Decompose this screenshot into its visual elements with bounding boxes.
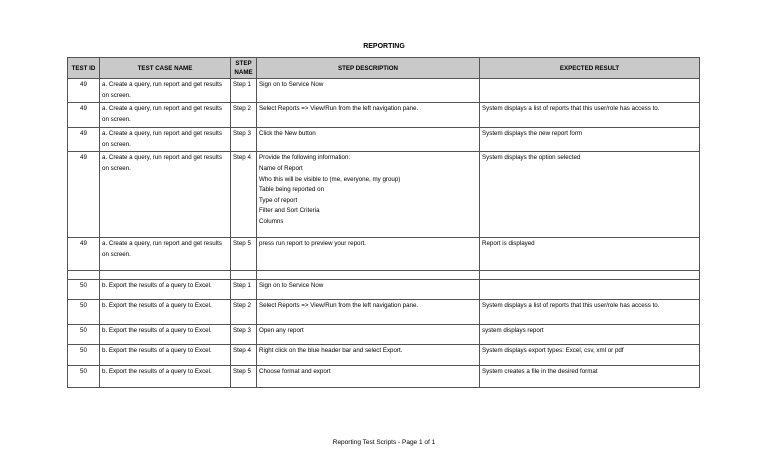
expected-result-cell: [480, 280, 700, 300]
expected-result-cell: [480, 79, 700, 103]
test-case-name-cell: b. Export the results of a query to Excel.: [100, 325, 231, 345]
step-name-cell: Step 1: [231, 79, 257, 103]
page-footer: Reporting Test Scripts - Page 1 of 1: [332, 439, 436, 446]
table-row: [68, 103, 700, 128]
header-test-case-name: TEST CASE NAME: [100, 58, 231, 79]
table-row: [68, 280, 700, 300]
test-case-name-cell: [100, 271, 231, 280]
step-description-line: Name of Report: [259, 164, 303, 172]
step-description-cell: [257, 366, 480, 388]
step-description-line: Table being reported on: [259, 186, 325, 194]
test-id-cell: 49: [68, 238, 100, 271]
step-description-cell: [257, 271, 480, 280]
test-case-name-cell: a. Create a query, run report and get results on screen.: [100, 103, 231, 128]
header-expected-result: EXPECTED RESULT: [480, 58, 700, 79]
expected-result-cell: System displays the new report form: [480, 128, 700, 152]
expected-result-cell: System creates a file in the desired format: [480, 366, 700, 388]
test-case-name-cell: b. Export the results of a query to Excel.: [100, 300, 231, 325]
step-description-line: Right click on the blue header bar and select Export.: [259, 347, 403, 355]
step-description-line: Choose format and export: [259, 368, 331, 376]
step-description-cell: [257, 325, 480, 345]
step-name-cell: Step 5: [231, 238, 257, 271]
table-row: [68, 128, 700, 152]
step-description-cell: [257, 128, 480, 152]
test-id-cell: 50: [68, 345, 100, 366]
step-name-cell: Step 3: [231, 325, 257, 345]
step-description-line: Sign on to Service Now: [259, 81, 324, 88]
test-id-cell: 50: [68, 325, 100, 345]
step-name-cell: Step 4: [231, 345, 257, 366]
header-step-name: STEP NAME: [231, 58, 257, 79]
step-description-line: Select Reports => View/Run from the left navigation pane.: [259, 105, 419, 113]
table-body: [68, 79, 700, 388]
table-row: [68, 366, 700, 388]
step-description-line: Sign on to Service Now: [259, 282, 324, 290]
test-id-cell: 49: [68, 152, 100, 238]
test-id-cell: 50: [68, 280, 100, 300]
test-id-cell: 50: [68, 366, 100, 388]
step-name-cell: Step 4: [231, 152, 257, 238]
step-description-line: press run report to preview your report.: [259, 240, 366, 248]
step-description-line: Open any report: [259, 327, 304, 335]
step-name-cell: Step 2: [231, 103, 257, 128]
step-name-cell: Step 3: [231, 128, 257, 152]
expected-result-cell: System displays a list of reports that this user/role has access to.: [480, 103, 700, 128]
step-name-cell: [231, 271, 257, 280]
test-id-cell: 50: [68, 300, 100, 325]
table-row: [68, 300, 700, 325]
table-row: [68, 325, 700, 345]
table-header-row: [68, 58, 700, 79]
test-case-name-cell: a. Create a query, run report and get results on screen.: [100, 152, 231, 238]
test-id-cell: 49: [68, 128, 100, 152]
test-case-name-cell: a. Create a query, run report and get results on screen.: [100, 128, 231, 152]
step-description-line: Type of report: [259, 196, 298, 204]
step-description-line: Select Reports => View/Run from the left navigation pane.: [259, 302, 419, 310]
step-description-line: Click the New button: [259, 130, 316, 138]
test-id-cell: 49: [68, 103, 100, 128]
test-id-cell: 49: [68, 79, 100, 103]
step-name-cell: Step 2: [231, 300, 257, 325]
table-row: [68, 152, 700, 238]
step-description-cell: [257, 238, 480, 271]
document-title: REPORTING: [363, 43, 405, 50]
test-id-cell: [68, 271, 100, 280]
step-description-cell: [257, 300, 480, 325]
expected-result-cell: System displays a list of reports that this user/role has access to.: [480, 300, 700, 325]
step-description-line: Provide the following information:: [259, 154, 351, 162]
step-name-cell: Step 5: [231, 366, 257, 388]
step-description-line: Filter and Sort Criteria: [259, 207, 320, 215]
test-case-name-cell: a. Create a query, run report and get results on screen.: [100, 79, 231, 103]
table-row: [68, 79, 700, 103]
step-description-cell: [257, 280, 480, 300]
step-description-cell: [257, 103, 480, 128]
test-case-name-cell: b. Export the results of a query to Excel.: [100, 345, 231, 366]
table-row: [68, 271, 700, 280]
step-description-cell: [257, 345, 480, 366]
expected-result-cell: System displays export types: Excel, csv, xml or pdf: [480, 345, 700, 366]
test-case-name-cell: b. Export the results of a query to Excel.: [100, 280, 231, 300]
expected-result-cell: Report is displayed: [480, 238, 700, 271]
test-script-table: [67, 57, 700, 388]
step-description-line: Who this will be visible to (me, everyone, my group): [259, 175, 401, 183]
test-case-name-cell: a. Create a query, run report and get results on screen.: [100, 238, 231, 271]
table-row: [68, 238, 700, 271]
header-test-id: TEST ID: [68, 58, 100, 79]
step-name-cell: Step 1: [231, 280, 257, 300]
test-case-name-cell: b. Export the results of a query to Excel.: [100, 366, 231, 388]
table-row: [68, 345, 700, 366]
expected-result-cell: system displays report: [480, 325, 700, 345]
expected-result-cell: System displays the option selected: [480, 152, 700, 238]
header-step-description: STEP DESCRIPTION: [257, 58, 480, 79]
step-description-cell: [257, 152, 480, 238]
step-description-line: Columns: [259, 217, 284, 225]
expected-result-cell: [480, 271, 700, 280]
step-description-cell: [257, 79, 480, 103]
